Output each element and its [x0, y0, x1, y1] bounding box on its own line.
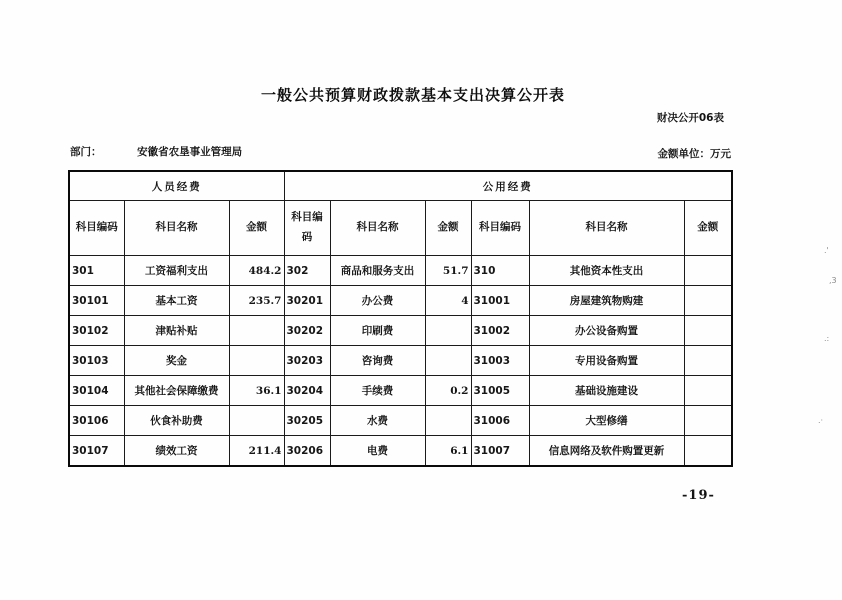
- subject-code: 31001: [471, 286, 529, 316]
- subject-code: 30204: [284, 376, 330, 406]
- subject-code: 30205: [284, 406, 330, 436]
- column-header-subject-name: 科目名称: [124, 201, 229, 256]
- subject-name: 奖金: [124, 346, 229, 376]
- group-header-public: 公用经费: [284, 171, 732, 201]
- subject-name: 其他资本性支出: [529, 256, 684, 286]
- amount: 4: [425, 286, 471, 316]
- amount: 0.2: [425, 376, 471, 406]
- budget-table: [68, 170, 733, 467]
- amount: [684, 436, 732, 467]
- subject-code: 30201: [284, 286, 330, 316]
- amount-unit-label: 金额单位：万元: [657, 148, 731, 160]
- group-header-personnel: 人员经费: [69, 171, 284, 201]
- amount: [425, 406, 471, 436]
- subject-name: 其他社会保障缴费: [124, 376, 229, 406]
- amount: 235.7: [229, 286, 284, 316]
- subject-name: 办公费: [330, 286, 425, 316]
- amount: [684, 376, 732, 406]
- table-row: [69, 376, 732, 406]
- amount: [684, 256, 732, 286]
- amount: 51.7: [425, 256, 471, 286]
- subject-name: 津贴补贴: [124, 316, 229, 346]
- amount: [229, 346, 284, 376]
- subject-name: 大型修缮: [529, 406, 684, 436]
- subject-name: 伙食补助费: [124, 406, 229, 436]
- subject-code: 31006: [471, 406, 529, 436]
- subject-code: 310: [471, 256, 529, 286]
- subject-name: 手续费: [330, 376, 425, 406]
- subject-name: 基础设施建设: [529, 376, 684, 406]
- table-row: [69, 346, 732, 376]
- subject-code: 31007: [471, 436, 529, 467]
- subject-name: 专用设备购置: [529, 346, 684, 376]
- subject-code: 30203: [284, 346, 330, 376]
- table-row: [69, 316, 732, 346]
- subject-name: 基本工资: [124, 286, 229, 316]
- column-header-row: [69, 201, 732, 256]
- amount: [684, 406, 732, 436]
- table-row: [69, 406, 732, 436]
- amount: [229, 406, 284, 436]
- column-header-amount: 金额: [425, 201, 471, 256]
- subject-code: 30102: [69, 316, 124, 346]
- subject-code: 30202: [284, 316, 330, 346]
- subject-code: 31003: [471, 346, 529, 376]
- subject-name: 办公设备购置: [529, 316, 684, 346]
- column-header-amount: 金额: [229, 201, 284, 256]
- subject-code: 30103: [69, 346, 124, 376]
- amount: [425, 346, 471, 376]
- subject-name: 信息网络及软件购置更新: [529, 436, 684, 467]
- table-row: [69, 286, 732, 316]
- page-title: 一般公共预算财政拨款基本支出决算公开表: [260, 86, 565, 104]
- column-header-amount: 金额: [684, 201, 732, 256]
- subject-code: 30206: [284, 436, 330, 467]
- subject-name: 水费: [330, 406, 425, 436]
- amount: [425, 316, 471, 346]
- subject-code: 301: [69, 256, 124, 286]
- amount: [684, 286, 732, 316]
- subject-code: 31005: [471, 376, 529, 406]
- subject-code: 30107: [69, 436, 124, 467]
- subject-code: 31002: [471, 316, 529, 346]
- column-header-subject-name: 科目名称: [330, 201, 425, 256]
- amount: 484.2: [229, 256, 284, 286]
- department-name: 安徽省农垦事业管理局: [137, 146, 243, 158]
- subject-code: 30101: [69, 286, 124, 316]
- column-header-subject-code: 科目编码: [284, 201, 330, 256]
- table-row: [69, 256, 732, 286]
- column-header-subject-code: 科目编码: [471, 201, 529, 256]
- department-label: 部门：: [70, 146, 102, 158]
- table-row: [69, 436, 732, 467]
- amount: 6.1: [425, 436, 471, 467]
- amount: [229, 316, 284, 346]
- amount: 36.1: [229, 376, 284, 406]
- subject-name: 工资福利支出: [124, 256, 229, 286]
- subject-name: 印刷费: [330, 316, 425, 346]
- department-line: [70, 144, 242, 159]
- subject-code: 30106: [69, 406, 124, 436]
- form-code-label: 财决公开06表: [656, 112, 724, 124]
- subject-name: 咨询费: [330, 346, 425, 376]
- amount: [684, 346, 732, 376]
- page-number: -19-: [682, 488, 715, 503]
- subject-name: 电费: [330, 436, 425, 467]
- scan-speck: .': [824, 246, 829, 255]
- group-header-row: [69, 171, 732, 201]
- amount: [684, 316, 732, 346]
- subject-name: 绩效工资: [124, 436, 229, 467]
- scan-speck: .·: [818, 416, 824, 425]
- subject-code: 30104: [69, 376, 124, 406]
- subject-code: 302: [284, 256, 330, 286]
- scan-speck: .:: [824, 334, 830, 343]
- amount: 211.4: [229, 436, 284, 467]
- subject-name: 房屋建筑物购建: [529, 286, 684, 316]
- scan-speck: ,3: [829, 276, 837, 285]
- column-header-subject-name: 科目名称: [529, 201, 684, 256]
- column-header-subject-code: 科目编码: [69, 201, 124, 256]
- subject-name: 商品和服务支出: [330, 256, 425, 286]
